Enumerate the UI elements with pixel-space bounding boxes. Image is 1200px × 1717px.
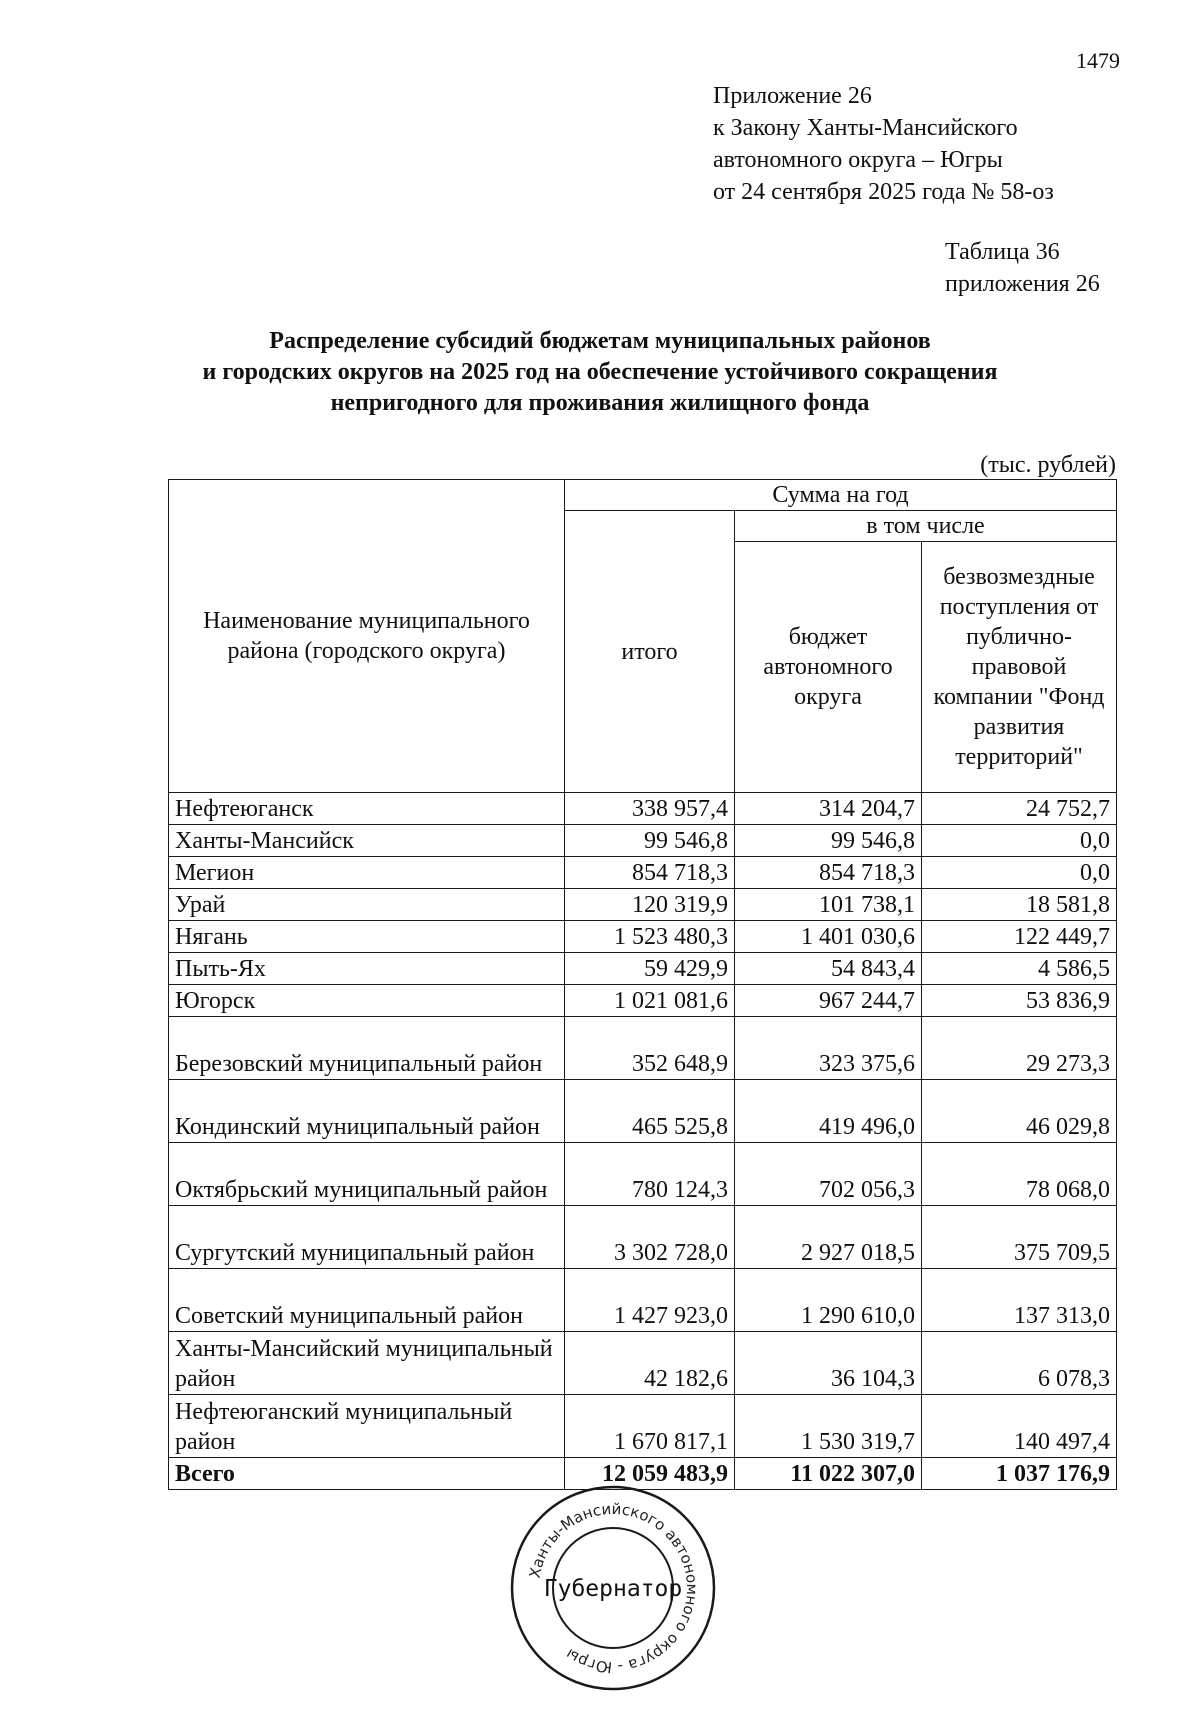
row-federal: 29 273,3 (922, 1017, 1117, 1080)
row-name: Мегион (169, 857, 565, 889)
table-row (169, 793, 1117, 825)
row-total: 3 302 728,0 (565, 1206, 735, 1269)
row-name: Кондинский муниципальный район (169, 1080, 565, 1143)
appendix-line: Приложение 26 (713, 83, 872, 109)
table-row (169, 953, 1117, 985)
row-total: 1 523 480,3 (565, 921, 735, 953)
document-title (150, 326, 1050, 419)
row-name: Нефтеюганский муниципальный район (169, 1395, 565, 1458)
appendix-line: от 24 сентября 2025 года № 58-оз (713, 179, 1054, 205)
title-line: и городских округов на 2025 год на обеспечение устойчивого сокращения (202, 359, 998, 385)
table-reference (945, 236, 1100, 300)
row-regional: 1 290 610,0 (735, 1269, 922, 1332)
row-name: Югорск (169, 985, 565, 1017)
header-regional-budget: бюджет автономного округа (735, 542, 922, 793)
row-total: 854 718,3 (565, 857, 735, 889)
row-total: 120 319,9 (565, 889, 735, 921)
row-regional: 36 104,3 (735, 1332, 922, 1395)
table-row (169, 1080, 1117, 1143)
row-regional: 1 530 319,7 (735, 1395, 922, 1458)
row-federal: 140 497,4 (922, 1395, 1117, 1458)
row-regional: 99 546,8 (735, 825, 922, 857)
row-name: Пыть-Ях (169, 953, 565, 985)
table-body (169, 793, 1117, 1458)
total-label: Всего (169, 1458, 565, 1490)
table-row (169, 1332, 1117, 1395)
row-regional: 967 244,7 (735, 985, 922, 1017)
row-regional: 323 375,6 (735, 1017, 922, 1080)
row-federal: 0,0 (922, 857, 1117, 889)
row-total: 1 021 081,6 (565, 985, 735, 1017)
row-total: 42 182,6 (565, 1332, 735, 1395)
title-line: непригодного для проживания жилищного фонда (330, 390, 870, 416)
seal-ring-text: Ханты-Мансийского автономного округа - Югры (525, 1499, 702, 1677)
subsidy-table (168, 479, 1117, 1490)
row-federal: 24 752,7 (922, 793, 1117, 825)
table-row (169, 889, 1117, 921)
total-federal: 1 037 176,9 (922, 1458, 1117, 1490)
row-total: 1 670 817,1 (565, 1395, 735, 1458)
row-name: Октябрьский муниципальный район (169, 1143, 565, 1206)
row-federal: 4 586,5 (922, 953, 1117, 985)
appendix-header (713, 80, 1054, 208)
header-including: в том числе (735, 511, 1117, 542)
row-regional: 854 718,3 (735, 857, 922, 889)
row-regional: 54 843,4 (735, 953, 922, 985)
header-sum: Сумма на год (565, 480, 1117, 511)
row-federal: 0,0 (922, 825, 1117, 857)
row-federal: 18 581,8 (922, 889, 1117, 921)
row-federal: 375 709,5 (922, 1206, 1117, 1269)
table-reference-line: приложения 26 (945, 271, 1100, 297)
governor-seal (508, 1483, 718, 1693)
table-row (169, 1395, 1117, 1458)
row-federal: 137 313,0 (922, 1269, 1117, 1332)
row-regional: 419 496,0 (735, 1080, 922, 1143)
row-federal: 46 029,8 (922, 1080, 1117, 1143)
title-line: Распределение субсидий бюджетам муниципальных районов (269, 328, 931, 354)
table-row (169, 985, 1117, 1017)
row-regional: 702 056,3 (735, 1143, 922, 1206)
header-name: Наименование муниципального района (городского округа) (169, 480, 565, 793)
row-federal: 6 078,3 (922, 1332, 1117, 1395)
row-name: Урай (169, 889, 565, 921)
table-row (169, 1206, 1117, 1269)
table-row (169, 825, 1117, 857)
total-sum: 12 059 483,9 (565, 1458, 735, 1490)
table-reference-line: Таблица 36 (945, 239, 1060, 265)
row-total: 465 525,8 (565, 1080, 735, 1143)
table-row (169, 1143, 1117, 1206)
appendix-line: к Закону Ханты-Мансийского (713, 115, 1018, 141)
total-regional: 11 022 307,0 (735, 1458, 922, 1490)
row-name: Советский муниципальный район (169, 1269, 565, 1332)
row-regional: 314 204,7 (735, 793, 922, 825)
units-label: (тыс. рублей) (980, 452, 1116, 478)
row-name: Ханты-Мансийск (169, 825, 565, 857)
row-name: Сургутский муниципальный район (169, 1206, 565, 1269)
appendix-line: автономного округа – Югры (713, 147, 1003, 173)
table-row (169, 1269, 1117, 1332)
row-federal: 53 836,9 (922, 985, 1117, 1017)
row-regional: 101 738,1 (735, 889, 922, 921)
row-total: 59 429,9 (565, 953, 735, 985)
header-federal-fund: безвозмездные поступления от публично-правовой компании "Фонд развития территорий" (922, 542, 1117, 793)
row-federal: 78 068,0 (922, 1143, 1117, 1206)
row-name: Нягань (169, 921, 565, 953)
table-row (169, 1017, 1117, 1080)
row-regional: 1 401 030,6 (735, 921, 922, 953)
row-total: 338 957,4 (565, 793, 735, 825)
row-name: Ханты-Мансийский муниципальный район (169, 1332, 565, 1395)
page-number: 1479 (1076, 48, 1120, 73)
row-regional: 2 927 018,5 (735, 1206, 922, 1269)
table-row (169, 921, 1117, 953)
header-total: итого (565, 511, 735, 793)
row-total: 99 546,8 (565, 825, 735, 857)
row-total: 352 648,9 (565, 1017, 735, 1080)
table-row (169, 857, 1117, 889)
row-name: Нефтеюганск (169, 793, 565, 825)
row-total: 780 124,3 (565, 1143, 735, 1206)
row-total: 1 427 923,0 (565, 1269, 735, 1332)
row-federal: 122 449,7 (922, 921, 1117, 953)
row-name: Березовский муниципальный район (169, 1017, 565, 1080)
seal-center-text: Губернатор (543, 1576, 683, 1602)
